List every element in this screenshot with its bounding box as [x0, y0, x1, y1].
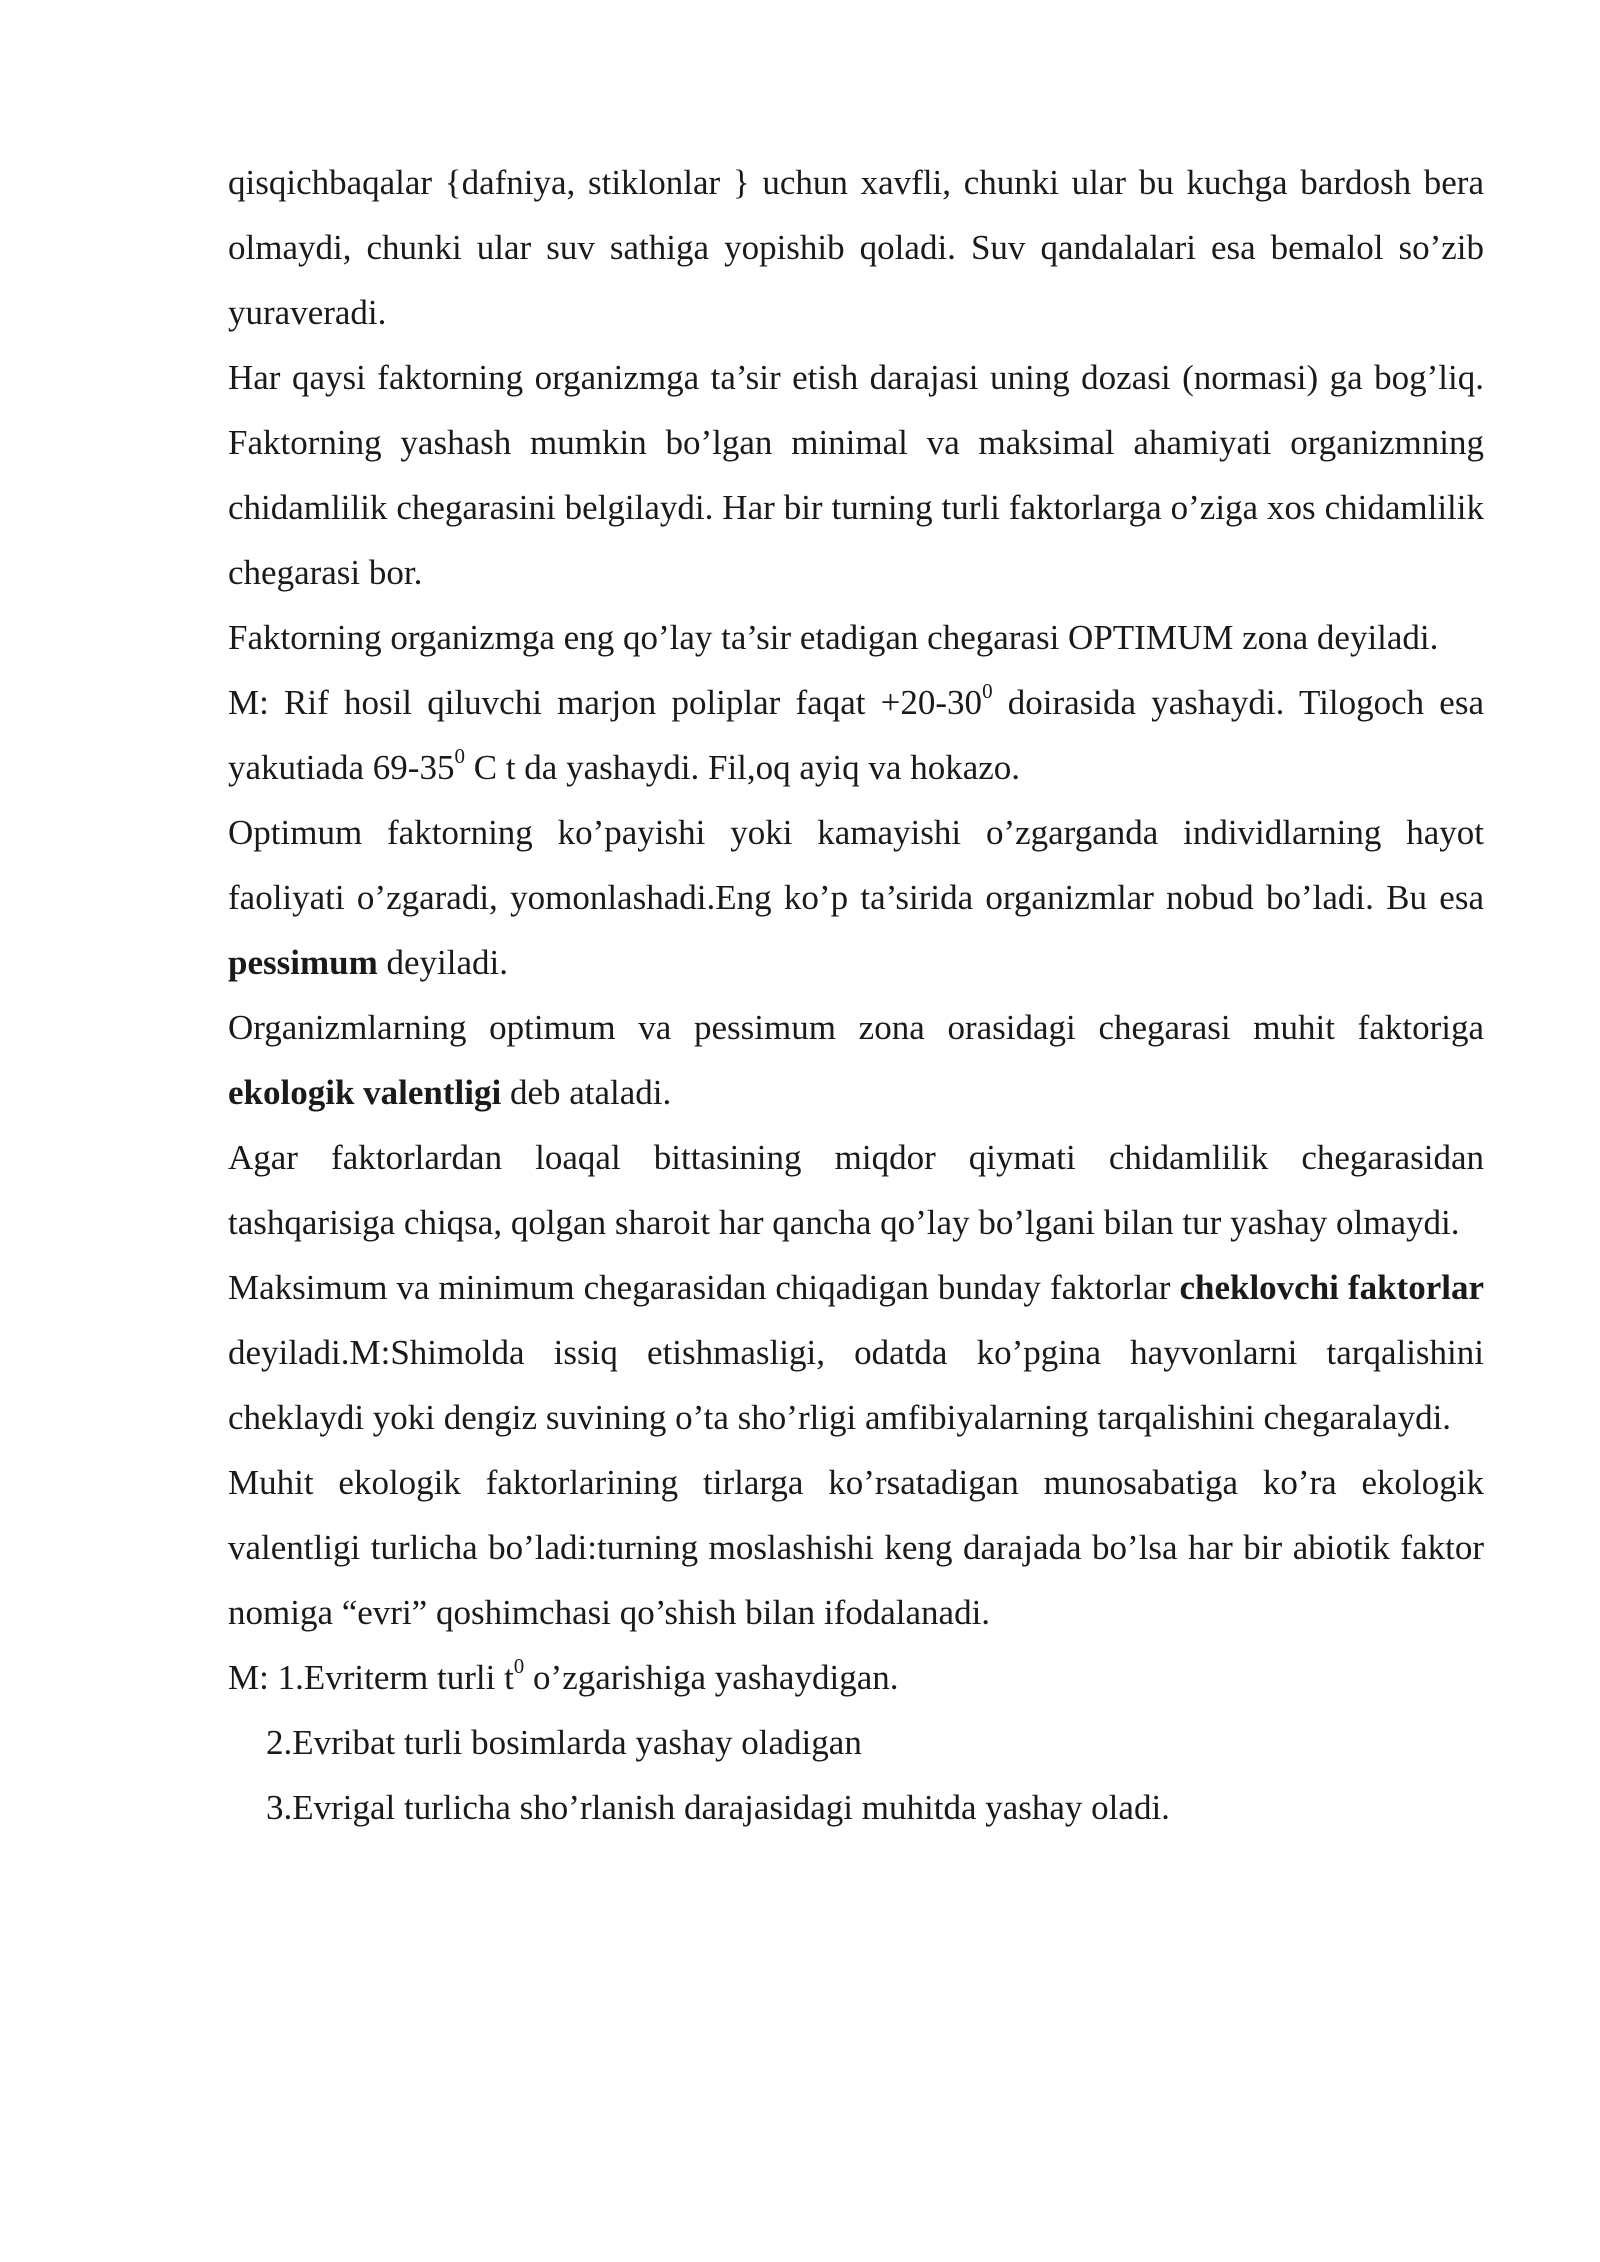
paragraph-9-text: Muhit ekologik faktorlarining tirlarga ko’rsatadigan munosabatiga ko’ra ekologik valentligi turlicha bo’ladi:turning moslashishi keng darajada bo’lsa har bir abiotik faktor nomiga “evri” qoshimchasi qo’shish bilan ifodalanadi. — [228, 1463, 1484, 1632]
term-pessimum: pessimum — [228, 943, 378, 982]
list-item-text: 2.Evribat turli bosimlarda yashay oladigan — [266, 1723, 862, 1762]
paragraph-6-text-a: Organizmlarning optimum va pessimum zona orasidagi chegarasi muhit faktoriga — [228, 1008, 1484, 1047]
paragraph-10-text-b: o’zgarishiga yashaydigan. — [524, 1658, 899, 1697]
paragraph-4-text-b: doirasida yashaydi. Tilogoch esa yakutiada 69-35 — [228, 683, 1484, 787]
paragraph-6-text-b: deb ataladi. — [501, 1073, 672, 1112]
paragraph-4 — [228, 670, 1484, 800]
paragraph-1 — [228, 150, 1484, 345]
paragraph-1-text: qisqichbaqalar {dafniya, stiklonlar } uchun xavfli, chunki ular bu kuchga bardosh bera olmaydi, chunki ular suv sathiga yopishib qoladi. Suv qandalalari esa bemalol so’zib yuraveradi. — [228, 163, 1484, 332]
degree-superscript: 0 — [513, 1654, 525, 1679]
paragraph-6 — [228, 995, 1484, 1125]
paragraph-5 — [228, 800, 1484, 995]
paragraph-8-text-a: Maksimum va minimum chegarasidan chiqadigan bunday faktorlar — [228, 1268, 1180, 1307]
document-page — [228, 150, 1484, 1840]
paragraph-3 — [228, 605, 1484, 670]
paragraph-5-text-a: Optimum faktorning ko’payishi yoki kamayishi o’zgarganda individlarning hayot faoliyati o’zgaradi, yomonlashadi.Eng ko’p ta’sirida organizmlar nobud bo’ladi. Bu esa — [228, 813, 1484, 917]
paragraph-10-text-a: M: 1.Evriterm turli t — [228, 1658, 514, 1697]
paragraph-8 — [228, 1255, 1484, 1450]
degree-superscript: 0 — [982, 679, 993, 704]
list-item-text: 3.Evrigal turlicha sho’rlanish darajasidagi muhitda yashay oladi. — [266, 1788, 1170, 1827]
paragraph-5-text-b: deyiladi. — [377, 943, 508, 982]
paragraph-3-text: Faktorning organizmga eng qo’lay ta’sir etadigan chegarasi OPTIMUM zona deyiladi. — [228, 618, 1439, 657]
paragraph-9 — [228, 1450, 1484, 1645]
paragraph-8-text-b: deyiladi.M:Shimolda issiq etishmasligi, odatda ko’pgina hayvonlarni tarqalishini cheklaydi yoki dengiz suvining o’ta sho’rligi amfibiyalarning tarqalishini chegaralaydi. — [228, 1333, 1484, 1437]
list-item-evrigal — [228, 1775, 1484, 1840]
term-ekologik-valentligi: ekologik valentligi — [228, 1073, 502, 1112]
paragraph-7 — [228, 1125, 1484, 1255]
paragraph-10 — [228, 1645, 1484, 1710]
paragraph-2-text: Har qaysi faktorning organizmga ta’sir etish darajasi uning dozasi (normasi) ga bog’liq. Faktorning yashash mumkin bo’lgan minimal va maksimal ahamiyati organizmning chidamlilik chegarasini belgilaydi. Har bir turning turli faktorlarga o’ziga xos chidamlilik chegarasi bor. — [228, 358, 1484, 592]
paragraph-4-text-c: C t da yashaydi. Fil,oq ayiq va hokazo. — [464, 748, 1021, 787]
paragraph-2 — [228, 345, 1484, 605]
list-item-evribat — [228, 1710, 1484, 1775]
paragraph-7-text: Agar faktorlardan loaqal bittasining miqdor qiymati chidamlilik chegarasidan tashqarisiga chiqsa, qolgan sharoit har qancha qo’lay bo’lgani bilan tur yashay olmaydi. — [228, 1138, 1484, 1242]
term-cheklovchi-faktorlar: cheklovchi faktorlar — [1179, 1268, 1484, 1307]
degree-superscript: 0 — [454, 744, 465, 769]
paragraph-4-text-a: M: Rif hosil qiluvchi marjon poliplar faqat +20-30 — [228, 683, 983, 722]
